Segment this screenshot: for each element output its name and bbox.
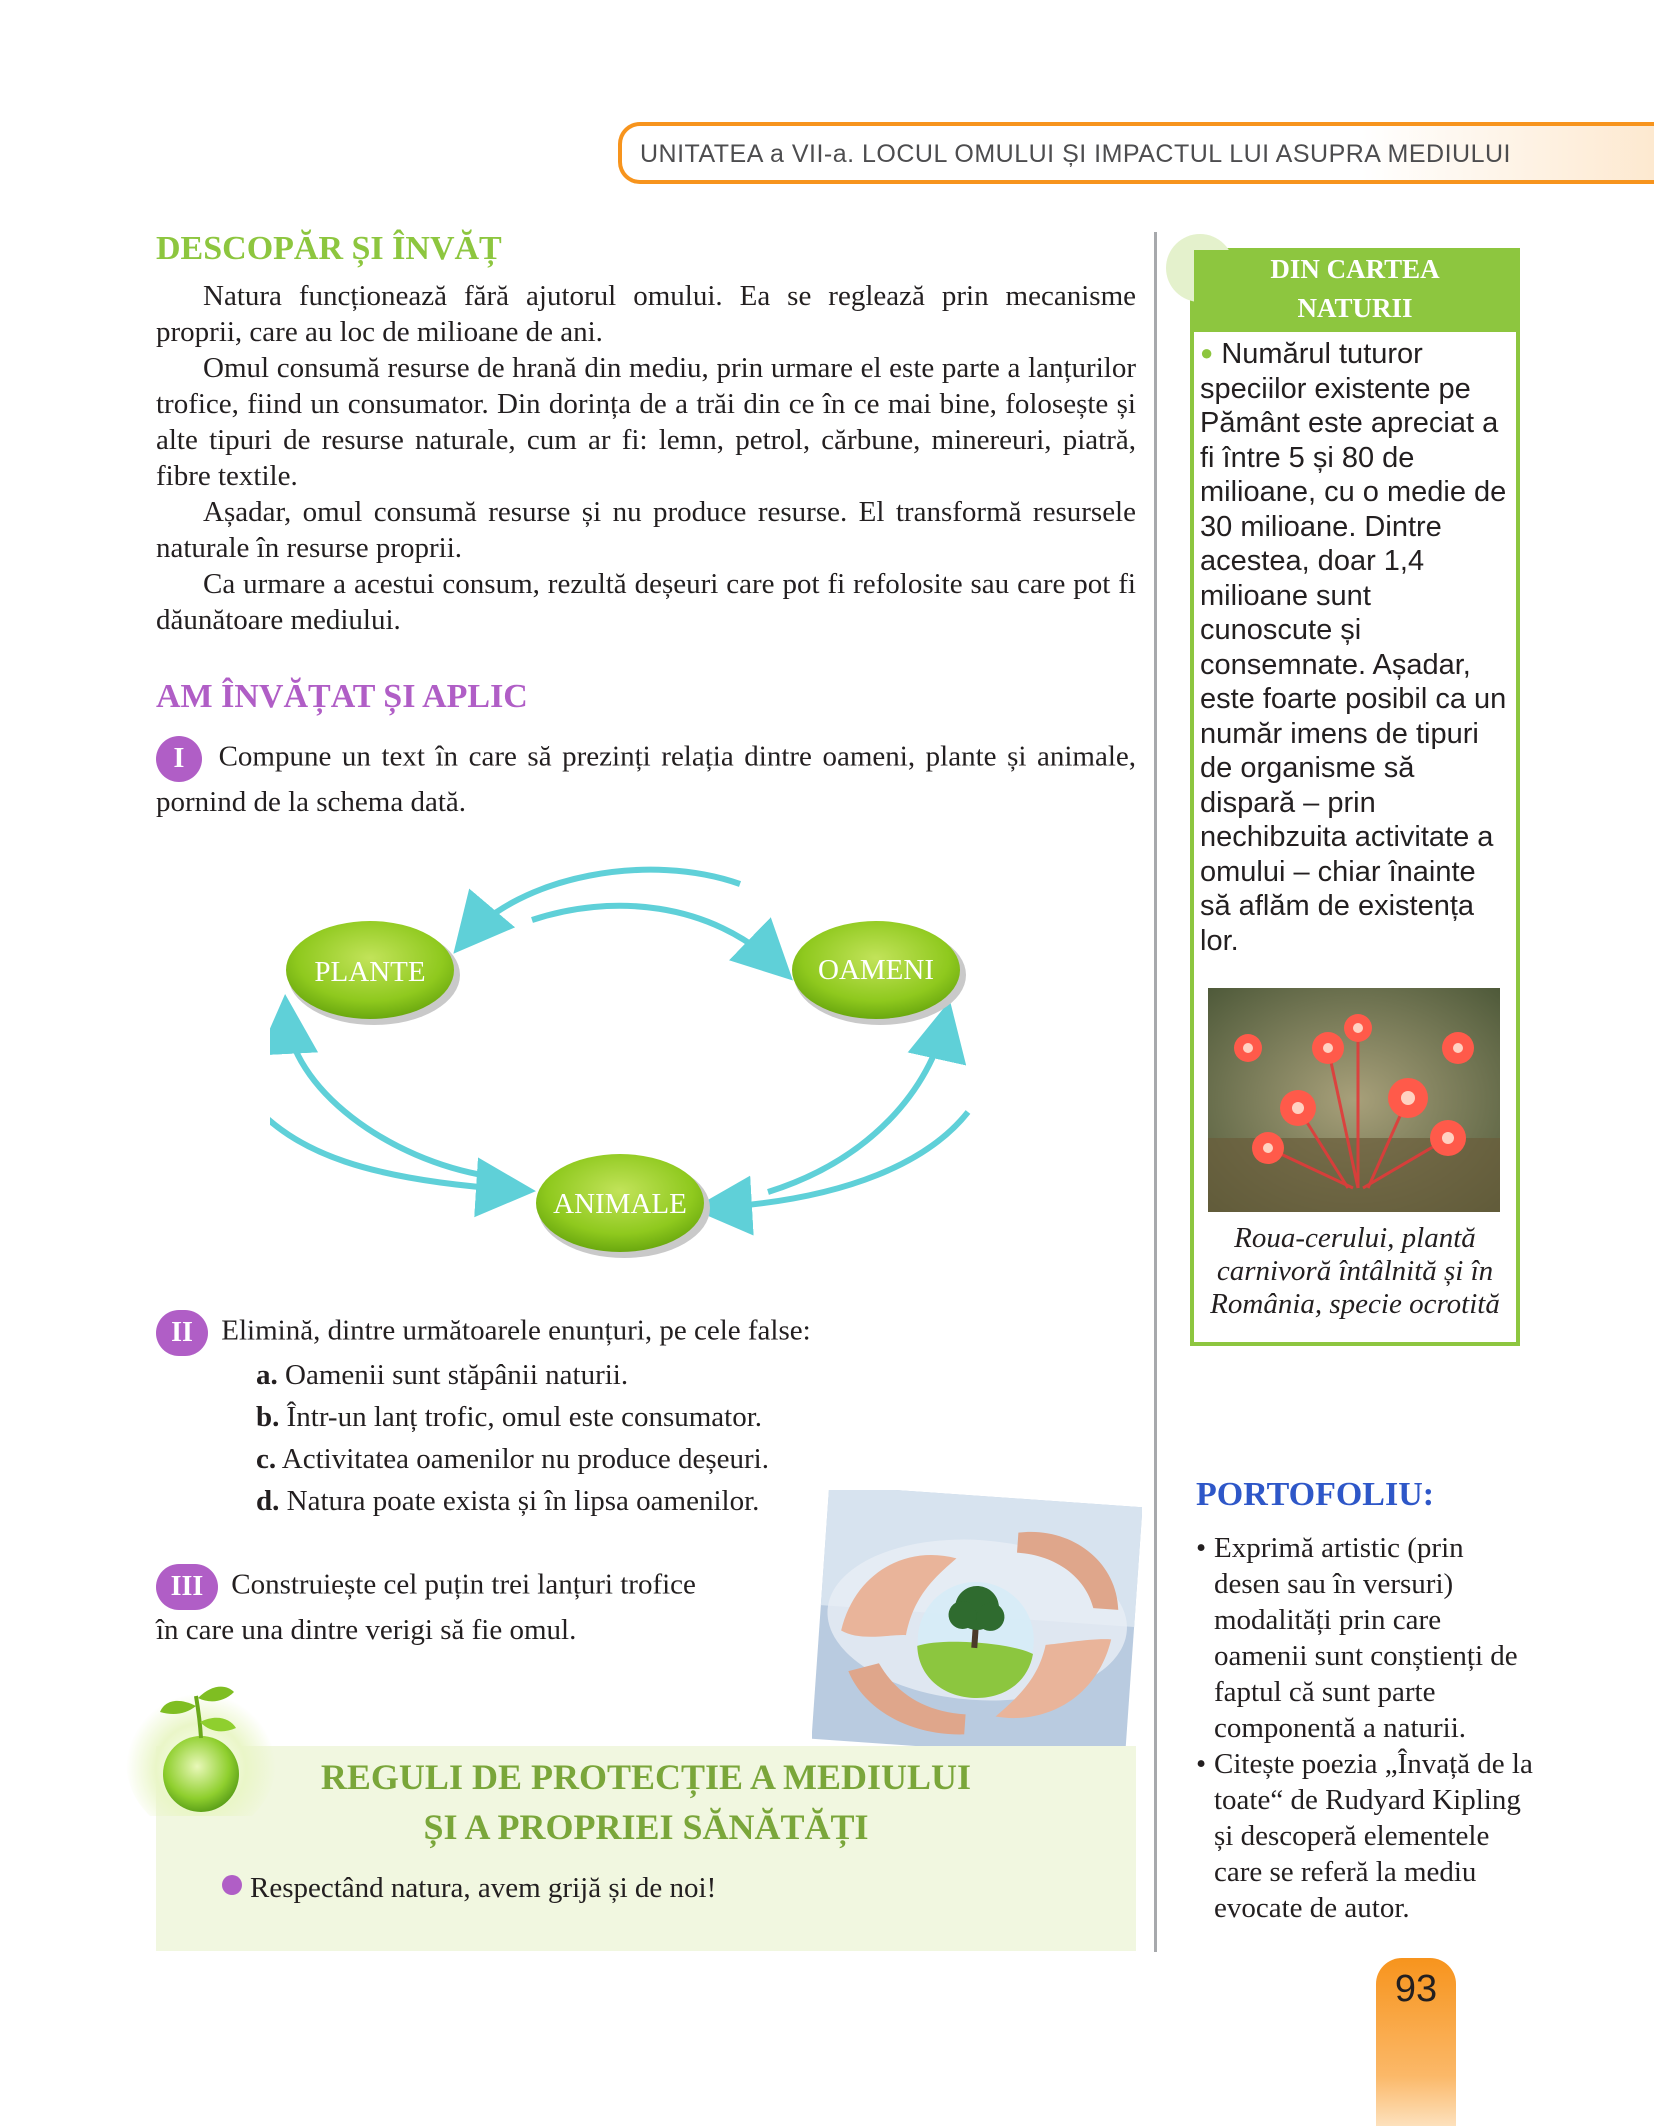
bullet-icon: •	[1196, 1532, 1207, 1564]
task-2	[156, 1310, 916, 1356]
task-3	[156, 1564, 796, 1650]
nature-fact-title-line1: DIN CARTEA	[1270, 254, 1440, 284]
node-oameni-label: OAMENI	[818, 954, 934, 986]
section-title-aplic: AM ÎNVĂȚAT ȘI APLIC	[156, 678, 528, 715]
arrow-animale-to-oameni	[768, 1018, 946, 1192]
unit-title: UNITATEA a VII-a. LOCUL OMULUI ȘI IMPACTUL LUI ASUPRA MEDIULUI	[640, 140, 1512, 168]
list-item: b. Într-un lanț trofic, omul este consumator.	[256, 1401, 763, 1433]
bullet-icon	[222, 1875, 242, 1895]
task-number-badge: II	[156, 1310, 208, 1356]
paragraph: Natura funcționează fără ajutorul omului. Ea se reglează prin mecanisme proprii, care au loc de milioane de ani.	[156, 280, 1136, 348]
rules-item-text: Respectând natura, avem grijă și de noi!	[250, 1872, 717, 1904]
task-number-badge: I	[156, 736, 202, 782]
list-item: d. Natura poate exista și în lipsa oamenilor.	[256, 1485, 760, 1517]
task-3-line1: Construiește cel puțin trei lanțuri trofice	[231, 1568, 696, 1601]
task-3-line2: în care una dintre verigi să fie omul.	[156, 1614, 577, 1646]
paragraph: Ca urmare a acestui consum, rezultă deșeuri care pot fi refolosite sau care pot fi dăunătoare mediului.	[156, 568, 1136, 636]
portofoliu-title: PORTOFOLIU:	[1196, 1476, 1435, 1513]
photo-caption: Roua-cerului, plantă carnivoră întâlnită și în România, specie ocrotită	[1210, 1222, 1500, 1320]
list-item: c. Activitatea oamenilor nu produce deșeuri.	[256, 1443, 769, 1475]
relationship-diagram	[270, 860, 990, 1280]
list-item: • Citește poezia „Învață de la toate“ de Rudyard Kipling și descoperă elementele care se referă la mediu evocate de autor.	[1196, 1748, 1533, 1924]
node-animale-label: ANIMALE	[553, 1188, 687, 1220]
portofoliu-list	[1196, 1530, 1536, 1926]
list-item: • Exprimă artistic (prin desen sau în versuri) modalități prin care oamenii sunt conștienți de faptul că sunt parte componentă a naturii.	[1196, 1532, 1518, 1744]
list-item: a. Oamenii sunt stăpânii naturii.	[256, 1359, 629, 1391]
hands-globe-image	[812, 1490, 1142, 1756]
rules-title	[156, 1752, 1136, 1852]
nature-fact-text	[1200, 336, 1510, 958]
nature-fact-title	[1194, 250, 1516, 332]
task-2-intro: Elimină, dintre următoarele enunțuri, pe cele false:	[221, 1314, 811, 1347]
task-1	[156, 736, 1136, 822]
nature-fact-title-line2: NATURII	[1297, 293, 1413, 323]
page-number: 93	[1394, 1968, 1438, 2010]
node-plante-label: PLANTE	[314, 956, 426, 988]
nature-fact-body: Numărul tuturor speciilor existente pe Pământ este apreciat a fi între 5 și 80 de milioane, cu o medie de 30 milioane. Dintre acestea, doar 1,4 milioane sunt cunoscute și consemnate. Așadar, este foarte posibil ca un număr imens de tipuri de organisme să dispară – prin nechibzuita activitate a omului – chiar înainte să aflăm de existența lor.	[1200, 338, 1507, 957]
column-divider	[1154, 232, 1157, 1952]
task-2-list	[256, 1354, 876, 1522]
bullet-icon: ●	[1200, 340, 1214, 365]
rules-title-line2: ȘI A PROPRIEI SĂNĂTĂȚI	[423, 1807, 869, 1847]
bullet-icon: •	[1196, 1748, 1207, 1780]
arrow-plante-to-oameni	[532, 906, 780, 968]
section1-body	[156, 278, 1136, 638]
rules-title-line1: REGULI DE PROTECȚIE A MEDIULUI	[320, 1757, 972, 1797]
paragraph: Așadar, omul consumă resurse și nu produce resurse. El transformă resursele naturale în resurse proprii.	[156, 496, 1136, 564]
task-number-badge: III	[156, 1564, 218, 1610]
rules-item	[222, 1872, 716, 1905]
arrow-plante-to-animale	[270, 1112, 518, 1190]
task-1-text: Compune un text în care să prezinți relația dintre oameni, plante și animale, pornind de la schema dată.	[156, 740, 1137, 818]
paragraph: Omul consumă resurse de hrană din mediu, prin urmare el este parte a lanțurilor trofice, fiind un consumator. Din dorința de a trăi din ce în ce mai bine, folosește și alte tipuri de resurse naturale, cum ar fi: lemn, petrol, cărbune, minereuri, piatră, fibre textile.	[156, 352, 1136, 492]
section-title-descopar: DESCOPĂR ȘI ÎNVĂȚ	[156, 230, 502, 267]
sundew-plant-photo	[1208, 988, 1500, 1212]
